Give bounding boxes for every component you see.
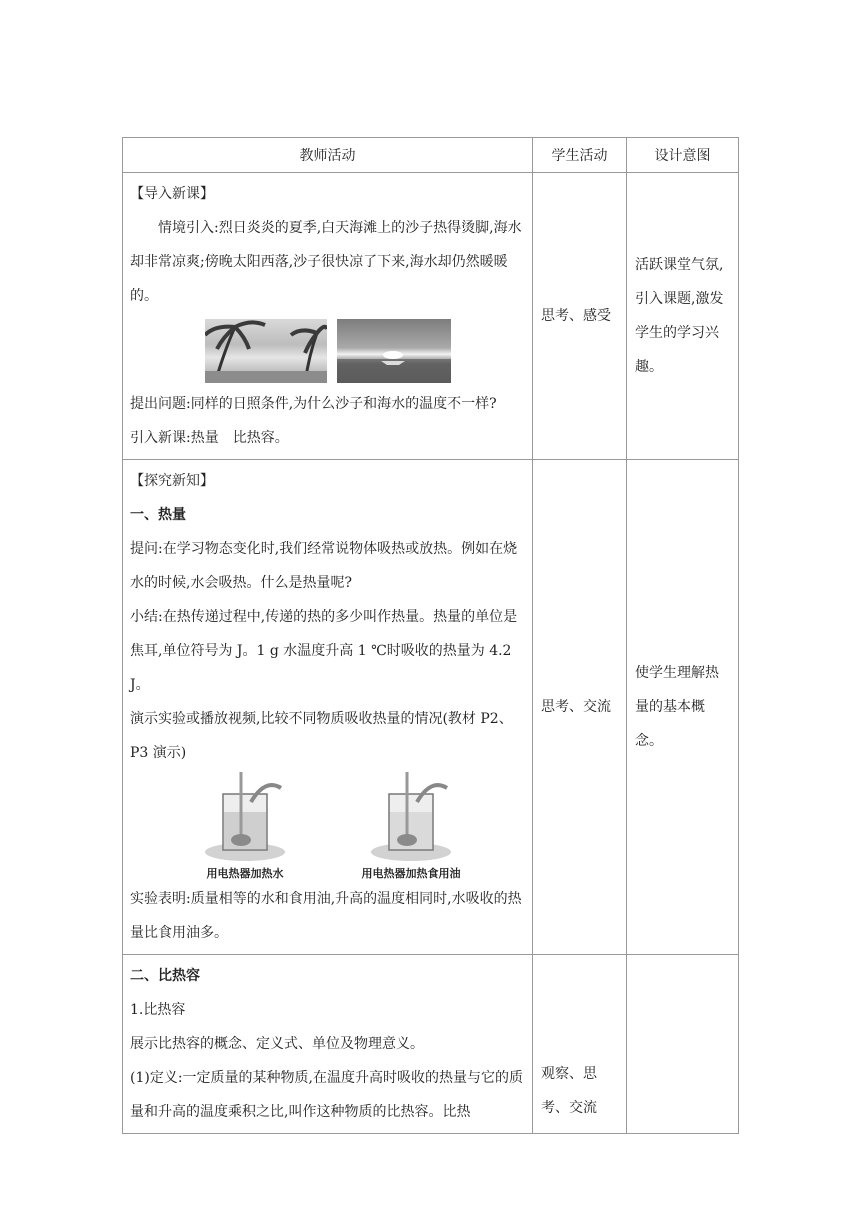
oil-beaker-figure <box>351 772 471 882</box>
student-activity-text: 观察、思考、交流 <box>541 1066 597 1116</box>
header-design-intent: 设计意图 <box>627 138 739 173</box>
summary-text: 小结:在热传递过程中,传递的热的多少叫作热量。热量的单位是焦耳,单位符号为 J。1 g 水温度升高 1 ℃时吸收的热量为 4.2 J。 <box>130 609 518 693</box>
intent-cell-specific-heat <box>627 955 739 1134</box>
question-text: 提出问题:同样的日照条件,为什么沙子和海水的温度不一样? <box>130 396 497 412</box>
teacher-cell-specific-heat <box>123 955 533 1134</box>
row-introduction <box>123 173 739 460</box>
demo-text: 演示实验或播放视频,比较不同物质吸收热量的情况(教材 P2、P3 演示) <box>130 711 513 761</box>
ask-text: 提问:在学习物态变化时,我们经常说物体吸热或放热。例如在烧水的时候,水会吸热。什么是热量呢? <box>130 541 518 591</box>
intro-text: 引入新课:热量 比热容。 <box>130 430 289 446</box>
teacher-cell-introduction <box>123 173 533 460</box>
design-intent-text: 使学生理解热量的基本概念。 <box>635 665 719 749</box>
water-beaker-figure <box>185 772 305 882</box>
student-cell-heat <box>533 460 627 955</box>
header-student-activity: 学生活动 <box>533 138 627 173</box>
definition-text: (1)定义:一定质量的某种物质,在温度升高时吸收的热量与它的质量和升高的温度乘积之比,叫作这种物质的比热容。比热 <box>130 1070 523 1120</box>
subheading-text: 1.比热容 <box>130 1002 186 1018</box>
heading-heat: 一、热量 <box>130 507 186 523</box>
header-row <box>123 138 739 173</box>
section-title: 【导入新课】 <box>130 186 214 202</box>
design-intent-text: 活跃课堂气氛,引入课题,激发学生的学习兴趣。 <box>635 257 724 375</box>
show-text: 展示比热容的概念、定义式、单位及物理意义。 <box>130 1036 424 1052</box>
section-title: 【探究新知】 <box>130 473 214 489</box>
scenario-text: 情境引入:烈日炎炎的夏季,白天海滩上的沙子热得烫脚,海水却非常凉爽;傍晚太阳西落,沙子很快凉了下来,海水却仍然暖暖的。 <box>130 220 522 304</box>
intent-cell-heat <box>627 460 739 955</box>
heading-specific-heat: 二、比热容 <box>130 968 200 984</box>
row-specific-heat <box>123 955 739 1134</box>
caption-oil: 用电热器加热食用油 <box>361 867 461 880</box>
intent-cell-introduction <box>627 173 739 460</box>
sunset-sea-photo <box>337 319 451 383</box>
row-heat <box>123 460 739 955</box>
student-activity-text: 思考、交流 <box>541 699 611 715</box>
student-activity-text: 思考、感受 <box>541 308 611 324</box>
student-cell-specific-heat <box>533 955 627 1134</box>
beaker-oil-image <box>361 772 461 864</box>
conclusion-text: 实验表明:质量相等的水和食用油,升高的温度相同时,水吸收的热量比食用油多。 <box>130 891 522 941</box>
experiment-figures <box>130 772 526 882</box>
student-cell-introduction <box>533 173 627 460</box>
palm-beach-photo <box>205 319 327 383</box>
beaker-water-image <box>195 772 295 864</box>
lesson-plan-table <box>122 137 739 1134</box>
teacher-cell-heat <box>123 460 533 955</box>
beach-images <box>130 319 526 385</box>
header-teacher-activity: 教师活动 <box>123 138 533 173</box>
caption-water: 用电热器加热水 <box>206 867 284 880</box>
